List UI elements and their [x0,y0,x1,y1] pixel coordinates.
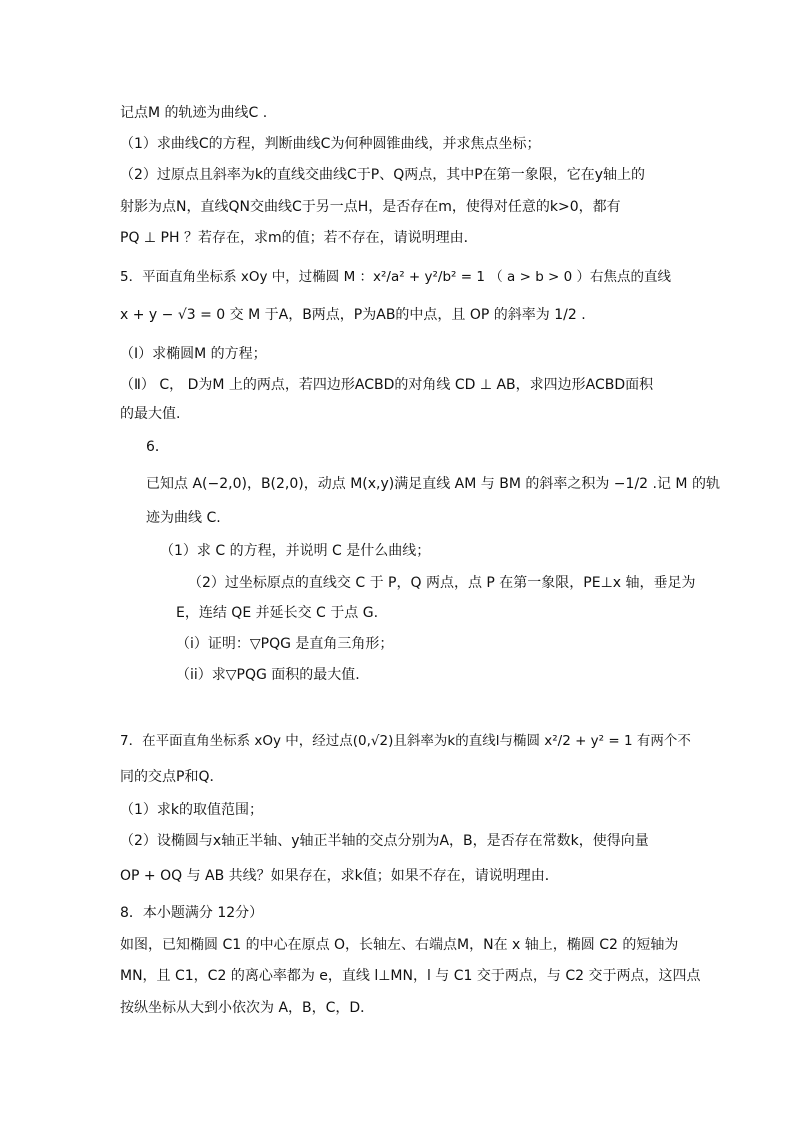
text-line: 如图，已知椭圆 C1 的中心在原点 O，长轴左、右端点M，N在 x 轴上，椭圆 C2 的短轴为 [120,937,679,953]
text-line: 按纵坐标从大到小依次为 A，B，C，D． [120,1000,375,1016]
text-line: 迹为曲线 C. [146,510,221,526]
text-line: （1）求 C 的方程，并说明 C 是什么曲线； [160,543,431,559]
text-line: （2）过坐标原点的直线交 C 于 P，Q 两点，点 P 在第一象限，PE⊥x 轴，垂足为 [188,575,696,591]
problem-6-stem: 已知点 A(−2,0)，B(2,0)，动点 M(x,y)满足直线 AM 与 BM 的斜率之积为 −1/2 .记 M 的轨 [146,476,720,492]
problem-7-stem: 7．在平面直角坐标系 xOy 中，经过点(0,√2)且斜率为k的直线l与椭圆 x²/2 + y² = 1 有两个不 [120,733,691,749]
text-line: 射影为点N，直线QN交曲线C于另一点H，是否存在m，使得对任意的k>0，都有 [120,199,621,215]
text-line: 的最大值. [120,406,181,422]
text-line: 同的交点P和Q． [120,769,224,785]
text-line: x + y − √3 = 0 交 M 于A，B两点，P为AB的中点，且 OP 的斜率为 1/2 . [120,307,586,323]
text-line: PQ ⊥ PH ？若存在，求m的值；若不存在，请说明理由． [120,230,478,246]
text-line: （ii）求▽PQG 面积的最大值. [176,667,360,683]
text-line: MN，且 C1，C2 的离心率都为 e，直线 l⊥MN，l 与 C1 交于两点，与 C2 交于两点，这四点 [120,968,701,984]
text-line: （i）证明：▽PQG 是直角三角形； [176,636,394,652]
text-line: （Ⅱ） C， D为M 上的两点，若四边形ACBD的对角线 CD ⊥ AB，求四边形ACBD面积 [120,377,654,393]
problem-5-stem: 5．平面直角坐标系 xOy 中，过椭圆 M ：x²/a² + y²/b² = 1 （ a > b > 0 ）右焦点的直线 [120,269,672,285]
text-line: 记点M 的轨迹为曲线C . [120,105,268,121]
text-line: （1）求k的取值范围； [120,802,264,818]
text-line: E，连结 QE 并延长交 C 于点 G. [176,605,379,621]
text-line: （1）求曲线C的方程，判断曲线C为何种圆锥曲线，并求焦点坐标； [120,136,541,152]
text-line: （Ⅰ）求椭圆M 的方程； [120,346,267,362]
text-line: （2）过原点且斜率为k的直线交曲线C于P、Q两点，其中P在第一象限，它在y轴上的 [120,167,645,183]
problem-6-number: 6． [146,439,169,455]
problem-8-heading: 8．本小题满分 12分） [120,905,264,921]
text-line: （2）设椭圆与x轴正半轴、y轴正半轴的交点分别为A，B，是否存在常数k，使得向量 [120,833,649,849]
text-line: OP + OQ 与 AB 共线？如果存在，求k值；如果不存在，请说明理由． [120,868,559,884]
